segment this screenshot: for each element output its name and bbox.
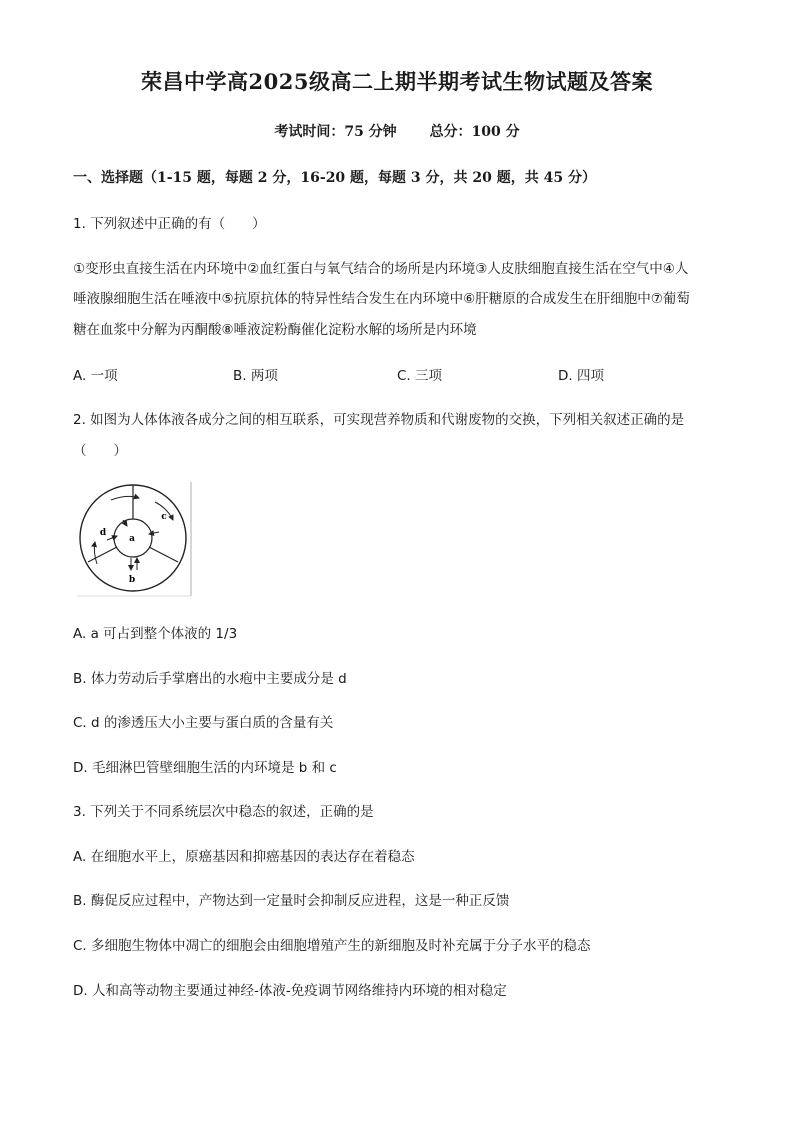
exam-total-score: 总分：100 分 <box>429 124 520 140</box>
q2-option-a: A. a 可占到整个体液的 1/3 <box>73 626 238 642</box>
body-fluid-diagram <box>73 478 195 600</box>
q3-stem: 3. 下列关于不同系统层次中稳态的叙述，正确的是 <box>73 804 374 820</box>
q2-option-c: C. d 的渗透压大小主要与蛋白质的含量有关 <box>73 715 334 731</box>
exam-info <box>0 121 794 141</box>
section-heading: 一、选择题（1-15 题，每题 2 分，16-20 题，每题 3 分，共 20 题，共 45 分） <box>73 170 596 186</box>
q2-option-d: D. 毛细淋巴管壁细胞生活的内环境是 b 和 c <box>73 760 337 776</box>
q3-option-a: A. 在细胞水平上，原癌基因和抑癌基因的表达存在着稳态 <box>73 849 415 865</box>
q1-body-line: ①变形虫直接生活在内环境中②血红蛋白与氧气结合的场所是内环境③人皮肤细胞直接生活在空气中④人 <box>73 261 689 277</box>
q1-stem: 1. 下列叙述中正确的有（ ） <box>73 216 266 232</box>
q1-body-line: 唾液腺细胞生活在唾液中⑤抗原抗体的特异性结合发生在内环境中⑥肝糖原的合成发生在肝细胞中⑦葡萄 <box>73 291 690 307</box>
page-title: 荣昌中学高2025级高二上期半期考试生物试题及答案 <box>141 69 653 94</box>
label-d: d <box>99 528 107 538</box>
q1-body-line: 糖在血浆中分解为丙酮酸⑧唾液淀粉酶催化淀粉水解的场所是内环境 <box>73 322 477 338</box>
q1-option-a: A. 一项 <box>73 368 118 384</box>
q1-option-b: B. 两项 <box>233 368 278 384</box>
label-b: b <box>128 575 136 585</box>
q2-option-b: B. 体力劳动后手掌磨出的水疱中主要成分是 d <box>73 671 347 687</box>
q3-option-c: C. 多细胞生物体中凋亡的细胞会由细胞增殖产生的新细胞及时补充属于分子水平的稳态 <box>73 938 591 954</box>
q1-option-c: C. 三项 <box>397 368 443 384</box>
q2-stem-cont: （ ） <box>73 443 127 459</box>
label-a: a <box>129 534 135 544</box>
q3-option-d: D. 人和高等动物主要通过神经-体液-免疫调节网络维持内环境的相对稳定 <box>73 983 507 999</box>
label-c: c <box>161 512 167 522</box>
q2-stem: 2. 如图为人体体液各成分之间的相互联系，可实现营养物质和代谢废物的交换，下列相关叙述正确的是 <box>73 412 685 428</box>
exam-time: 考试时间：75 分钟 <box>274 124 397 140</box>
q3-option-b: B. 酶促反应过程中，产物达到一定量时会抑制反应进程，这是一种正反馈 <box>73 893 510 909</box>
q1-option-d: D. 四项 <box>558 368 604 384</box>
